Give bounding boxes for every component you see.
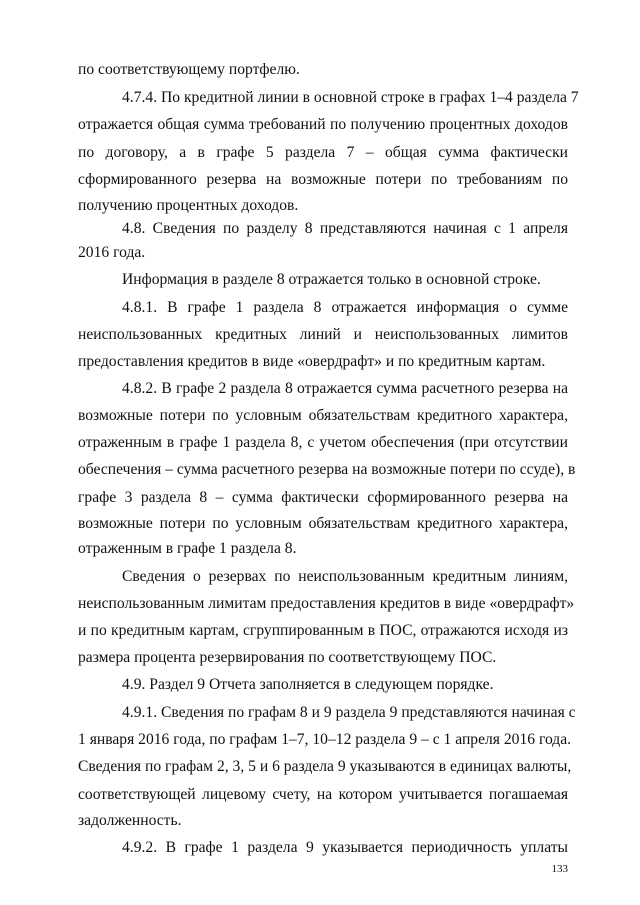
text-line: отражается общая сумма требований по получению процентных доходов <box>78 116 568 133</box>
text-line: 4.9. Раздел 9 Отчета заполняется в следующем порядке. <box>122 676 494 693</box>
text-line: возможные потери по условным обязательствам кредитного характера, <box>78 515 568 532</box>
text-line: 4.8.2. В графе 2 раздела 8 отражается сумма расчетного резерва на <box>122 380 568 397</box>
text-line: отраженным в графе 1 раздела 8, с учетом обеспечения (при отсутствии <box>78 434 568 451</box>
text-line: Информация в разделе 8 отражается только в основной строке. <box>122 271 541 288</box>
text-line: Сведения по графам 2, 3, 5 и 6 раздела 9 указываются в единицах валюты, <box>78 758 572 775</box>
text-line: соответствующей лицевому счету, на котором учитывается погашаемая <box>78 786 568 803</box>
text-line: предоставления кредитов в виде «овердрафт» и по кредитным картам. <box>78 353 546 370</box>
text-line: возможные потери по условным обязательствам кредитного характера, <box>78 407 568 424</box>
text-line: 1 января 2016 года, по графам 1–7, 10–12 раздела 9 – с 1 апреля 2016 года. <box>78 731 572 748</box>
text-line: обеспечения – сумма расчетного резерва на возможные потери по ссуде), в <box>78 461 576 478</box>
text-line: Сведения о резервах по неиспользованным кредитным линиям, <box>122 568 568 585</box>
text-line: по договору, а в графе 5 раздела 7 – общая сумма фактически <box>78 144 568 161</box>
text-line: 2016 года. <box>78 244 146 261</box>
text-line: отраженным в графе 1 раздела 8. <box>78 540 297 557</box>
text-line: получению процентных доходов. <box>78 197 299 214</box>
text-line: неиспользованным лимитам предоставления кредитов в виде «овердрафт» <box>78 595 575 612</box>
text-line: 4.9.2. В графе 1 раздела 9 указывается периодичность уплаты <box>122 839 568 856</box>
text-line: и по кредитным картам, сгруппированным в ПОС, отражаются исходя из <box>78 622 568 639</box>
text-line: 4.7.4. По кредитной линии в основной строке в графах 1–4 раздела 7 <box>122 89 579 106</box>
text-line: размера процента резервирования по соответствующему ПОС. <box>78 649 497 666</box>
text-line: задолженность. <box>78 812 182 829</box>
text-line: графе 3 раздела 8 – сумма фактически сформированного резерва на <box>78 489 568 506</box>
text-line: сформированного резерва на возможные потери по требованиям по <box>78 171 568 188</box>
text-line: 4.8. Сведения по разделу 8 представляются начиная с 1 апреля <box>122 220 568 237</box>
text-line: 4.8.1. В графе 1 раздела 8 отражается информация о сумме <box>122 299 568 316</box>
page-number: 133 <box>551 863 568 875</box>
text-line: 4.9.1. Сведения по графам 8 и 9 раздела 9 представляются начиная с <box>122 704 576 721</box>
text-line: по соответствующему портфелю. <box>78 61 300 78</box>
text-line: неиспользованных кредитных линий и неиспользованных лимитов <box>78 326 568 343</box>
